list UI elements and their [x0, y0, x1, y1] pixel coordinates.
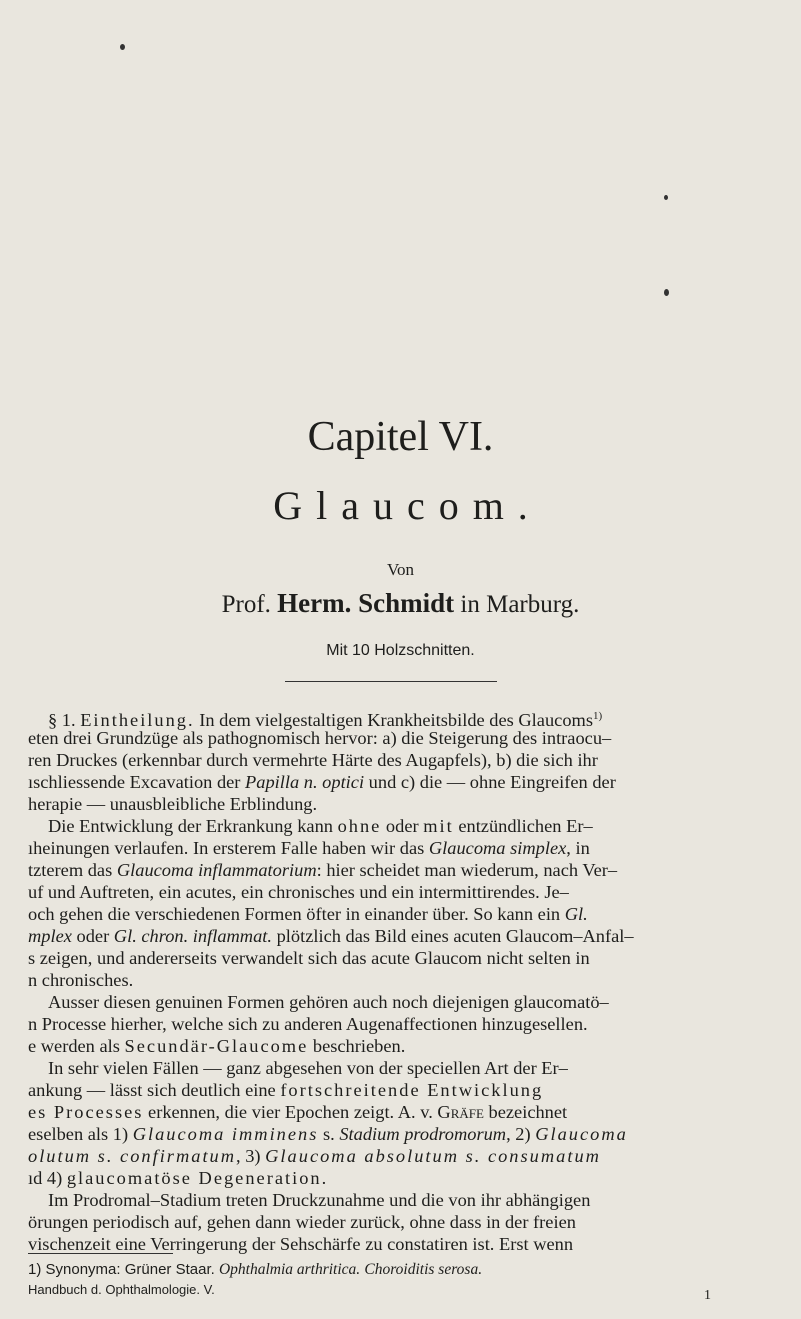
spaced-term: mit: [423, 816, 454, 836]
ink-speck: [120, 44, 125, 50]
text-run: n Processe hierher, welche sich zu anderen Augenaffectionen hinzugesellen.: [28, 1014, 588, 1034]
text-line: [28, 1079, 543, 1101]
spaced-term: glaucomatöse Degeneration: [66, 1168, 322, 1188]
text-line: [28, 771, 616, 793]
italic-term: Gl.: [564, 904, 588, 924]
text-run: .: [321, 1168, 327, 1188]
footnote-italic-term: Ophthalmia arthritica.: [218, 1261, 361, 1278]
italic-term: Stadium prodromorum: [339, 1124, 507, 1144]
text-line: [48, 815, 593, 837]
text-run: ankung — lässt sich deutlich eine: [28, 1080, 281, 1100]
text-run: plötzlich das Bild eines acuten Glaucom–Anfal–: [272, 926, 634, 946]
text-line: [28, 1101, 567, 1123]
text-run: , 2): [506, 1124, 536, 1144]
text-run: herapie — unausbleibliche Erblindung.: [28, 794, 318, 814]
signature-line: Handbuch d. Ophthalmologie. V.: [28, 1282, 215, 1297]
text-run: s.: [318, 1124, 340, 1144]
text-run: : hier scheidet man wiederum, nach Ver–: [316, 860, 618, 880]
text-run: , in: [566, 838, 590, 858]
text-line: [48, 991, 609, 1013]
author-line: [0, 588, 801, 620]
footnote-label: Synonyma:: [45, 1261, 121, 1278]
text-line: [28, 947, 590, 969]
section-number: § 1.: [48, 710, 81, 731]
footnote-rule: [28, 1253, 173, 1254]
italic-term: mplex: [28, 926, 72, 946]
italic-term: Glaucoma absolutum s. consumatum: [265, 1146, 601, 1166]
italic-term: Glaucoma imminens: [132, 1124, 319, 1144]
text-line: [28, 881, 569, 903]
text-line: [28, 1035, 405, 1057]
footnote-italic-term: Choroiditis serosa.: [364, 1261, 483, 1278]
author-suffix: in Marburg.: [460, 591, 580, 618]
text-run: erkennen, die vier Epochen zeigt. A. v.: [143, 1102, 438, 1122]
text-run: uf und Auftreten, ein acutes, ein chronisches und ein intermittirendes. Je–: [28, 882, 569, 902]
text-run: vischenzeit eine Verringerung der Sehschärfe zu constatiren ist. Erst wenn: [28, 1234, 574, 1254]
spaced-term: fortschreitende Entwicklung: [280, 1080, 544, 1100]
text-run: örungen periodisch auf, gehen dann wieder zurück, ohne dass in der freien: [28, 1212, 576, 1232]
ink-speck: [664, 289, 669, 296]
text-line: [28, 1013, 588, 1035]
italic-term: Gl. chron. inflammat.: [113, 926, 272, 946]
text-run: Im Prodromal–Stadium treten Druckzunahme und die von ihr abhängigen: [48, 1190, 591, 1210]
spaced-term: Secundär-Glaucome: [124, 1036, 309, 1056]
byline-von: Von: [386, 560, 415, 579]
chapter-title: Capitel VI.: [307, 414, 494, 460]
text-run: eselben als 1): [28, 1124, 133, 1144]
text-line: [28, 727, 611, 749]
text-line: [28, 859, 617, 881]
text-run: ıd 4): [28, 1168, 67, 1188]
text-line: [48, 1189, 590, 1211]
author-name: Herm. Schmidt: [277, 588, 455, 618]
text-run: ren Druckes (erkennbar durch vermehrte Härte des Augapfels), b) die sich ihr: [28, 750, 598, 770]
text-line: [48, 705, 603, 731]
text-run: ıschliessende Excavation der: [28, 772, 246, 792]
footnote: [28, 1261, 482, 1279]
text-line: [28, 1145, 601, 1167]
text-run: In dem vielgestaltigen Krankheitsbilde des Glaucoms: [194, 710, 593, 731]
section-heading: Glaucom.: [273, 483, 542, 528]
text-run: oder: [381, 816, 424, 836]
text-line: [28, 793, 317, 815]
text-run: Die Entwicklung der Erkrankung kann: [48, 816, 338, 836]
text-line: [48, 1057, 568, 1079]
text-run: beschrieben.: [308, 1036, 406, 1056]
spaced-term: es Processes: [28, 1102, 144, 1122]
text-run: ıheinungen verlaufen. In ersterem Falle haben wir das: [28, 838, 429, 858]
text-line: [28, 1123, 628, 1145]
ink-speck: [664, 195, 668, 200]
text-line: [28, 925, 634, 947]
italic-term: Glaucoma inflammatorium: [116, 860, 317, 880]
title-rule: [285, 681, 497, 682]
text-run: s zeigen, und andererseits verwandelt sich das acute Glaucom nicht selten in: [28, 948, 590, 968]
text-line: [28, 1167, 326, 1189]
italic-term: olutum s. confirmatum: [28, 1146, 237, 1166]
spaced-term: ohne: [337, 816, 382, 836]
text-line: [28, 749, 598, 771]
italic-term: Glaucoma simplex: [428, 838, 567, 858]
author-ref: Gräfe: [437, 1102, 484, 1122]
text-line: [28, 969, 133, 991]
text-run: , 3): [236, 1146, 266, 1166]
text-line: [28, 1233, 573, 1255]
text-run: Ausser diesen genuinen Formen gehören auch noch diejenigen glaucomatö–: [48, 992, 609, 1012]
text-run: In sehr vielen Fällen — ganz abgesehen von der speciellen Art der Er–: [48, 1058, 568, 1078]
text-run: e werden als: [28, 1036, 125, 1056]
signature-number: 1: [704, 1288, 711, 1303]
text-line: [28, 903, 588, 925]
text-run: und c) die — ohne Eingreifen der: [364, 772, 616, 792]
text-run: n chronisches.: [28, 970, 134, 990]
footnote-text: Grüner Staar.: [124, 1261, 215, 1278]
text-run: oder: [71, 926, 114, 946]
text-run: bezeichnet: [483, 1102, 568, 1122]
italic-term: Glaucoma: [535, 1124, 628, 1144]
woodcuts-note: Mit 10 Holzschnitten.: [326, 642, 475, 659]
text-line: [28, 1211, 576, 1233]
italic-term: Papilla n. optici: [245, 772, 365, 792]
footnote-marker: 1): [592, 710, 603, 722]
author-prefix: Prof.: [221, 591, 271, 618]
text-run: och gehen die verschiedenen Formen öfter in einander über. So kann ein: [28, 904, 565, 924]
text-run: tzterem das: [28, 860, 117, 880]
text-run: entzündlichen Er–: [453, 816, 593, 836]
section-label: Eintheilung.: [80, 710, 195, 731]
footnote-number: 1): [28, 1261, 42, 1278]
text-line: [28, 837, 590, 859]
text-run: eten drei Grundzüge als pathognomisch hervor: a) die Steigerung des intraocu–: [28, 728, 612, 748]
